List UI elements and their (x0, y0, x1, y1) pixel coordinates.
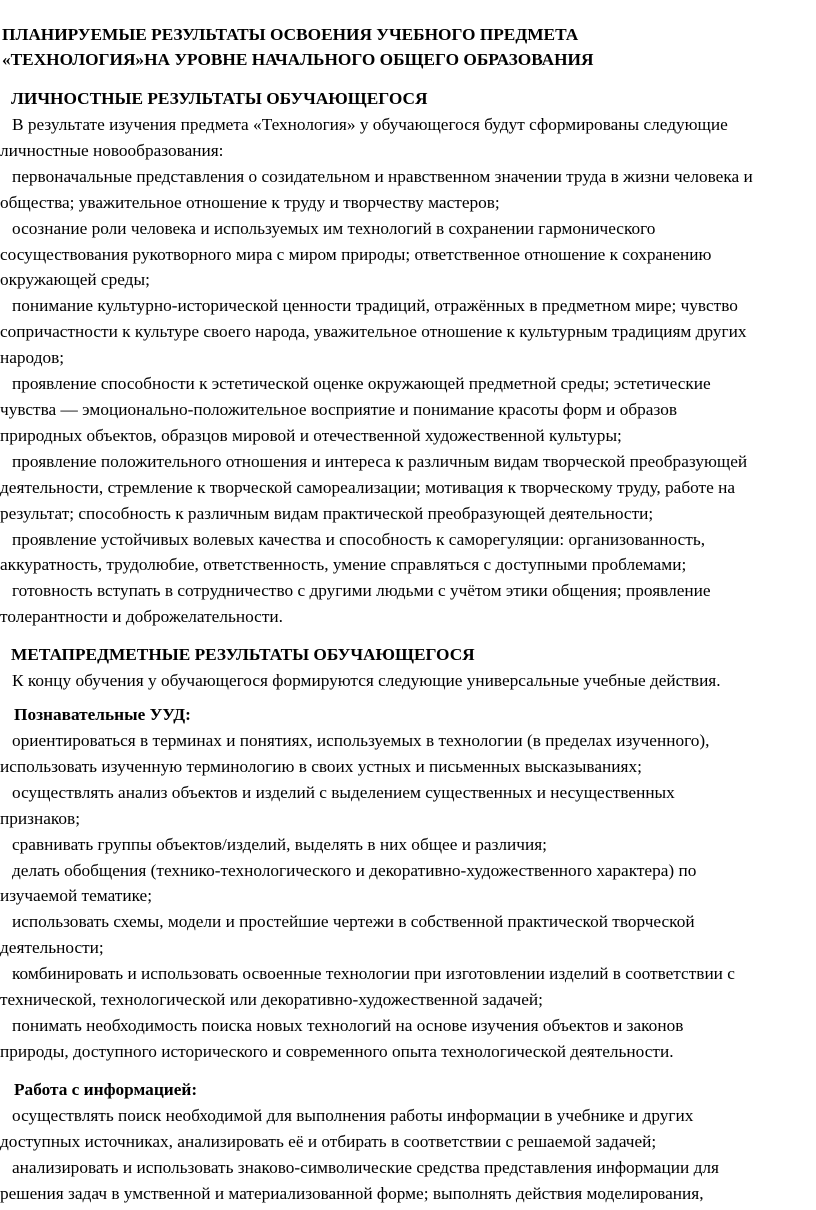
cognitive-item: понимать необходимость поиска новых технологий на основе изучения объектов и законов природы, доступного исторического и современного опыта технологической деятельности. (0, 1016, 684, 1061)
personal-results-heading: ЛИЧНОСТНЫЕ РЕЗУЛЬТАТЫ ОБУЧАЮЩЕГОСЯ (11, 89, 428, 108)
cognitive-item: комбинировать и использовать освоенные технологии при изготовлении изделий в соответствии с технической, технологической или декоративно-художественной задачей; (0, 964, 735, 1010)
cognitive-uud-heading: Познавательные УУД: (14, 705, 191, 725)
personal-item: понимание культурно-исторической ценности традиций, отражённых в предметном мире; чувство сопричастности к культуре своего народа, уважительное отношение к культурным традициям других народов; (0, 296, 747, 368)
personal-item: проявление положительного отношения и интереса к различным видам творческой преобразующей деятельности, стремление к творческой самореализации; мотивация к творческому труду, работе на результат; способность к различным видам практической преобразующей деятельности; (0, 451, 748, 523)
document-title (0, 22, 816, 72)
meta-intro: К концу обучения у обучающегося формируются следующие универсальные учебные действия. (12, 671, 721, 691)
title-line-1: ПЛАНИРУЕМЫЕ РЕЗУЛЬТАТЫ ОСВОЕНИЯ УЧЕБНОГО ПРЕДМЕТА (2, 25, 579, 44)
personal-item: проявление способности к эстетической оценке окружающей предметной среды; эстетические чувства — эмоционально-положительное восприятие и понимание красоты форм и образов природных объектов, образцов мировой и отечественной художественной культуры; (0, 374, 711, 445)
personal-intro: В результате изучения предмета «Технология» у обучающегося будут сформированы следующие личностные новообразования: (0, 115, 728, 160)
personal-item: осознание роли человека и используемых им технологий в сохранении гармонического сосуществования рукотворного мира с миром природы; ответственное отношение к сохранению окружающей среды; (0, 218, 712, 290)
info-work-heading: Работа с информацией: (14, 1079, 198, 1099)
title-line-2: «ТЕХНОЛОГИЯ»НА УРОВНЕ НАЧАЛЬНОГО ОБЩЕГО ОБРАЗОВАНИЯ (2, 50, 594, 69)
personal-item: первоначальные представления о созидательном и нравственном значении труда в жизни человека и общества; уважительное отношение к труду и творчеству мастеров; (0, 166, 753, 212)
cognitive-item: делать обобщения (технико-технологического и декоративно-художественного характера) по изучаемой тематике; (0, 860, 697, 906)
personal-item: готовность вступать в сотрудничество с другими людьми с учётом этики общения; проявление толерантности и доброжелательности. (0, 581, 711, 627)
cognitive-item: использовать схемы, модели и простейшие чертежи в собственной практической творческой деятельности; (0, 912, 695, 958)
meta-results-heading: МЕТАПРЕДМЕТНЫЕ РЕЗУЛЬТАТЫ ОБУЧАЮЩЕГОСЯ (11, 645, 475, 665)
info-item: осуществлять поиск необходимой для выполнения работы информации в учебнике и других доступных источниках, анализировать её и отбирать в соответствии с решаемой задачей; (0, 1105, 694, 1151)
document-page (0, 22, 816, 1206)
cognitive-item: сравнивать группы объектов/изделий, выделять в них общее и различия; (12, 834, 547, 854)
cognitive-item: осуществлять анализ объектов и изделий с выделением существенных и несущественных признаков; (0, 782, 675, 828)
info-item: анализировать и использовать знаково-символические средства представления информации для решения задач в умственной и материализованной форме; выполнять действия моделирования, (0, 1157, 719, 1203)
cognitive-item: ориентироваться в терминах и понятиях, используемых в технологии (в пределах изученного), использовать изученную терминологию в своих устных и письменных высказываниях; (0, 731, 710, 776)
personal-item: проявление устойчивых волевых качества и способность к саморегуляции: организованность, аккуратность, трудолюбие, ответственность, умение справляться с доступными проблемами; (0, 529, 706, 575)
